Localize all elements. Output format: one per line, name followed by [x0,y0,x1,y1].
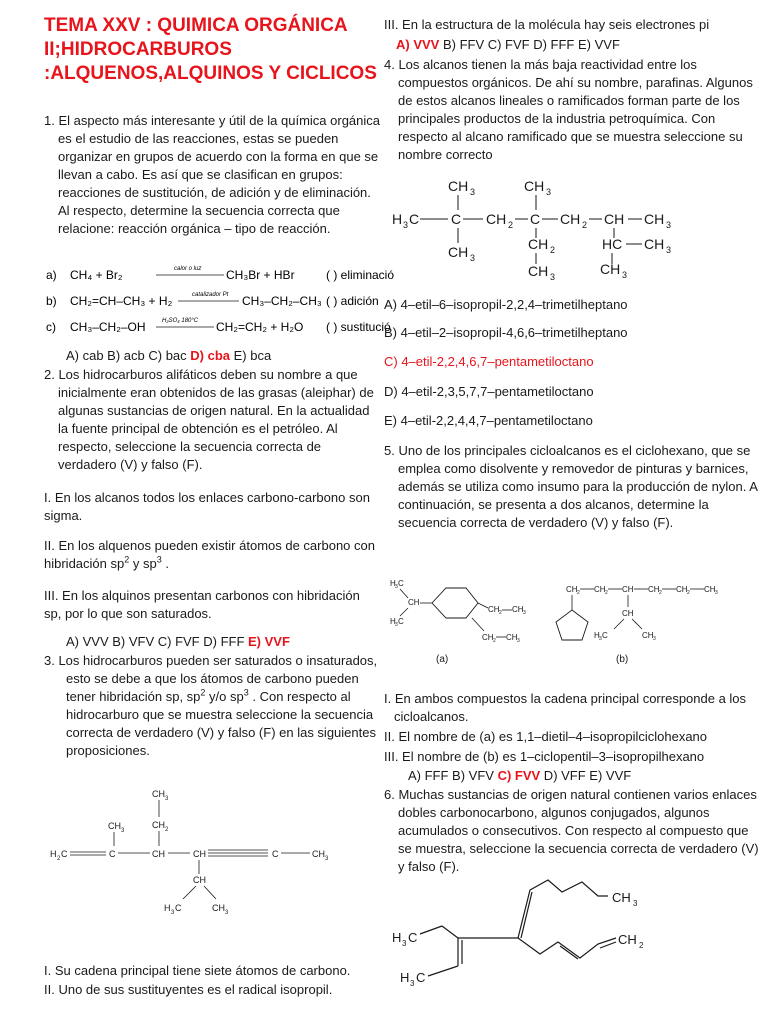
reaction-c-condition: H₂SO₄ 180°C [162,318,199,324]
question-1-text: 1. El aspecto más interesante y útil de la química orgánica es el estudio de las reacciones, estas se pueden organizar en grupos de acuerdo con la forma en que se llevan a cabo. Es así que se clasifican en grupos: reacciones de sustitución, de adición y de eliminación. Al respecto, determine la secuencia correcta que relacione: reacción orgánica – tipo de reacción. [44,113,381,236]
svg-text:H: H [594,631,600,640]
molecule-b-label: (b) [616,654,629,665]
reaction-b-eq: CH₂=CH–CH₃ + H₂ [70,294,173,308]
svg-text:C: C [398,579,404,588]
svg-text:C: C [398,617,404,626]
svg-text:CH: CH [612,890,631,905]
svg-text:CH: CH [448,178,469,194]
svg-text:CH: CH [448,244,469,260]
question-2-answer: E) VVF [248,634,290,649]
svg-text:H: H [392,930,402,945]
svg-text:C: C [175,903,182,913]
molecule-q6 [390,878,710,998]
svg-text:C: C [416,970,426,985]
svg-text:2: 2 [493,638,496,644]
question-3-text: 3. Los hidrocarburos pueden ser saturados o insaturados, esto se debe a que los átomos de carbono pueden tener hibridación sp, $sp^2$ y/o $sp^3$ . Con respecto al hidrocarburo que se muestra seleccione la secuencia correcta de verdadero (V) y falso (F) en las siguientes proposiciones. [44,653,378,758]
question-5-statement-2: II. El nombre de (a) es 1,1–dietil–4–isopropilciclohexano [384,729,708,744]
svg-text:3: 3 [599,636,602,642]
reaction-a-product: CH₃Br + HBr [226,268,295,282]
svg-text:3: 3 [410,979,415,988]
molecule-a-label: (a) [436,654,449,665]
page-title: TEMA XXV : QUIMICA ORGÁNICA II;HIDROCARBUROS :ALQUENOS,ALQUINOS Y CICLICOS [44,15,377,84]
svg-text:2: 2 [687,590,690,596]
svg-text:C: C [61,849,68,859]
svg-text:2: 2 [659,590,662,596]
svg-text:CH: CH [622,609,634,618]
svg-text:2: 2 [499,610,502,616]
question-5-answer: C) FVV [497,768,541,783]
svg-text:H: H [50,849,57,859]
svg-text:3: 3 [622,270,628,280]
question-4-option-b: B) 4–etil–2–isopropil-4,6,6–trimetilheptano [384,325,628,340]
question-6-text: 6. Muchas sustancias de origen natural contienen varios enlaces dobles carbonocarbono, algunos conjugados, algunos acumulados o consecutivos. Con respecto al compuesto que se muestra, seleccione la secuencia correcta de verdadero (V) y falso (F). [384,787,759,874]
svg-text:CH: CH [560,211,581,227]
svg-text:3: 3 [121,828,125,834]
question-2-statement-2: II. En los alquenos pueden existir átomos de carbono con hibridación $sp^2$ y $sp^3$ . [44,538,375,571]
reaction-b-type: ( ) adición [326,294,379,308]
reaction-b-condition: catalizador Pt [192,292,229,298]
svg-text:CH: CH [193,875,206,885]
question-3-statement-1: I. Su cadena principal tiene siete átomos de carbono. [44,963,351,978]
cyclopentane-ring [556,610,588,640]
reaction-a-label: a) [46,268,57,282]
question-4-option-e: E) 4–etil-2,2,4,4,7–pentametiloctano [384,413,593,428]
svg-text:H: H [390,579,396,588]
svg-text:3: 3 [395,584,398,590]
svg-text:3: 3 [550,272,556,282]
svg-text:2: 2 [550,245,556,255]
svg-text:H: H [164,903,171,913]
svg-text:CH: CH [512,605,524,614]
svg-text:3: 3 [403,220,409,230]
reaction-a-condition: calor o luz [174,266,202,272]
svg-text:CH: CH [528,263,549,279]
reaction-c-eq: CH₃–CH₂–OH [70,320,146,334]
svg-text:3: 3 [225,910,229,916]
svg-text:2: 2 [577,590,580,596]
svg-text:CH: CH [486,211,507,227]
reaction-a-eq: CH₄ + Br₂ [70,268,123,282]
svg-text:CH: CH [704,585,716,594]
svg-text:3: 3 [517,638,520,644]
svg-text:2: 2 [605,590,608,596]
svg-text:CH: CH [676,585,688,594]
question-4-text: 4. Los alcanos tienen la más baja reactividad entre los compuestos orgánicos. De ahí su nombre, parafinas. Algunos de estos alcanos lineales o ramificados forman parte de los principales productos de la industria petroquímica. Con respecto al alcano ramificado que se muestra seleccione su nombre correcto [384,57,753,162]
svg-text:H: H [400,970,410,985]
svg-text:CH: CH [408,598,420,607]
reaction-c-product: CH₂=CH₂ + H₂O [216,320,304,334]
svg-text:CH: CH [528,236,549,252]
svg-text:3: 3 [171,910,175,916]
svg-text:3: 3 [395,622,398,628]
svg-text:H: H [390,617,396,626]
svg-text:C: C [272,849,279,859]
svg-text:3: 3 [666,245,672,255]
svg-text:CH: CH [642,631,654,640]
question-5-statement-3: III. El nombre de (b) es 1–ciclopentil–3–isopropilhexano [384,749,705,764]
cyclohexane-ring [432,588,478,618]
question-4-option-c-answer: C) 4–etil-2,2,4,6,7–pentametiloctano [384,354,594,369]
svg-text:3: 3 [523,610,526,616]
svg-text:3: 3 [402,939,407,948]
question-2-statement-3: III. En los alquinos presentan carbonos con hibridación sp, por lo que son saturados. [44,588,360,621]
molecules-q5 [388,574,764,672]
svg-text:3: 3 [470,253,476,263]
svg-text:CH: CH [152,849,165,859]
svg-text:C: C [409,211,420,227]
reaction-c-label: c) [46,320,56,334]
svg-text:CH: CH [212,903,225,913]
question-3-statement-2: II. Uno de sus sustituyentes es el radical isopropil. [44,982,333,997]
svg-text:CH: CH [644,211,665,227]
svg-text:CH: CH [524,178,545,194]
reaction-b-product: CH₃–CH₂–CH₃ [242,294,322,308]
svg-text:3: 3 [546,187,552,197]
molecule-q3 [48,782,348,922]
question-1-options: A) cab B) acb C) bac D) cba E) bca [66,348,272,363]
question-4-option-a: A) 4–etil–6–isopropil-2,2,4–trimetilheptano [384,297,628,312]
svg-text:CH: CH [108,821,121,831]
svg-text:CH: CH [604,211,625,227]
svg-text:C: C [602,631,608,640]
svg-text:CH: CH [566,585,578,594]
svg-text:CH: CH [312,849,325,859]
svg-text:CH: CH [488,605,500,614]
reaction-b-label: b) [46,294,57,308]
question-5-statement-1: I. En ambos compuestos la cadena principal corresponde a los cicloalcanos. [384,691,747,724]
svg-text:3: 3 [470,187,476,197]
svg-text:2: 2 [57,856,61,862]
question-3-answer: A) VVV [396,37,440,52]
svg-text:CH: CH [152,789,165,799]
svg-text:CH: CH [648,585,660,594]
question-2-statement-1: I. En los alcanos todos los enlaces carbono-carbono son sigma. [44,490,370,523]
svg-text:2: 2 [582,220,588,230]
svg-text:3: 3 [653,636,656,642]
svg-text:3: 3 [715,590,718,596]
molecule-q4 [390,176,690,284]
svg-text:2: 2 [508,220,514,230]
question-5-text: 5. Uno de los principales cicloalcanos es el ciclohexano, que se emplea como disolvente y removedor de pinturas y barnices, además se utiliza como insumo para la producción de nylon. A continuación, se presenta a dos alcanos, determine la secuencia correcta de verdadero (V) y falso (F). [384,443,758,530]
svg-text:3: 3 [165,796,169,802]
reaction-list [44,262,395,340]
question-2-options: A) VVV B) VFV C) FVF D) FFF E) VVF [66,634,290,649]
question-2-text: 2. Los hidrocarburos alifáticos deben su nombre a que inicialmente eran obtenidos de las grasas (aleiphar) de algunas sustancias de origen natural. En la actualidad la fuente principal de obtención es el petróleo. Al respecto, seleccione la secuencia correcta de verdadero (V) y falso (F). [44,367,374,472]
svg-text:CH: CH [506,633,518,642]
svg-text:CH: CH [594,585,606,594]
question-1-answer: D) cba [190,348,231,363]
svg-text:CH: CH [622,585,634,594]
svg-text:CH: CH [482,633,494,642]
svg-text:CH: CH [193,849,206,859]
svg-text:C: C [408,930,418,945]
svg-text:HC: HC [602,236,623,252]
svg-text:C: C [451,211,462,227]
svg-text:3: 3 [666,220,672,230]
question-5-options: A) FFF B) VFV C) FVV D) VFF E) VVF [408,768,632,783]
svg-text:C: C [109,849,116,859]
svg-text:3: 3 [325,856,329,862]
svg-text:C: C [530,211,541,227]
reaction-c-type: ( ) sustitució [326,320,391,334]
svg-text:CH: CH [644,236,665,252]
svg-text:2: 2 [639,941,644,950]
svg-text:2: 2 [165,827,169,833]
question-4-option-d: D) 4–etil-2,3,5,7,7–pentametiloctano [384,384,594,399]
question-3-statement-3: III. En la estructura de la molécula hay seis electrones pi [384,17,710,32]
svg-text:CH: CH [600,261,621,277]
reaction-a-type: ( ) eliminació [326,268,395,282]
svg-text:3: 3 [633,899,638,908]
svg-text:CH: CH [152,820,165,830]
svg-text:CH: CH [618,932,637,947]
question-3-options: A) VVV B) FFV C) FVF D) FFF E) VVF [396,37,620,52]
svg-text:H: H [392,211,403,227]
